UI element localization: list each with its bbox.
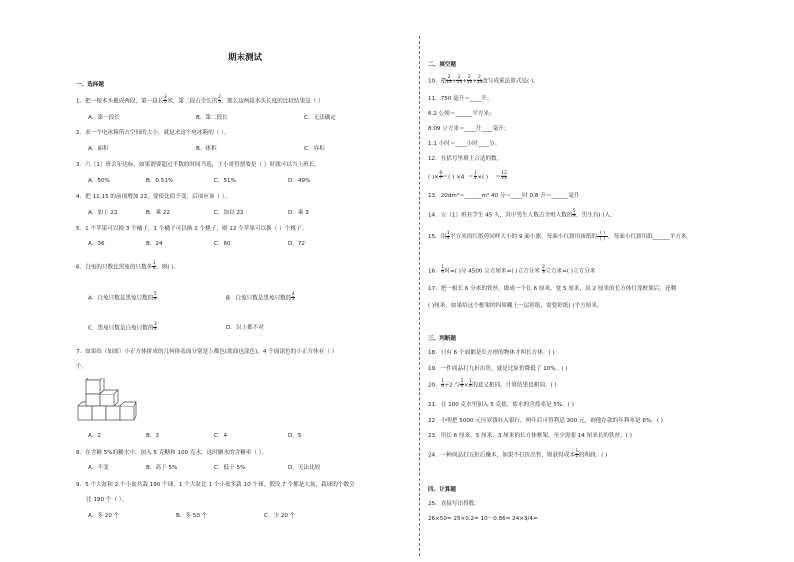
option-c: C．低于 5% [214, 465, 246, 471]
judge-22: 22．小明把 5000 元压岁钱存入银行，两年后可得利息 300 元，则他存款的年利率是 6%。( ) [428, 418, 663, 424]
option-b: B．3 [146, 433, 159, 439]
question-1: 1．把一根木头截成两段，第一段长 $\frac{3}{5}$ 米，第二段占全长的 $\frac{2}{5}$ ，那么这两段木头长度的比较结果是（ ） [76, 95, 324, 106]
question-9: 9．5 个大盆和 2 个小盆共栽 190 个球，1 个大盆比 1 个小盆多栽 10 个球，假设 7 个都是大盆，栽球的个数会 [76, 482, 355, 488]
question-8: 8．在含糖 5%的糖水中，加入 5 克糖和 100 克水，这时糖水的含糖率（ ）。 [76, 450, 268, 456]
question-10: 10．把 $\frac{2}{13}$ + $\frac{2}{13}$ + $\frac{2}{13}$ + $\frac{2}{13}$ 改写成乘法算式是( )。 [428, 75, 539, 86]
option-a: A．面积 [88, 146, 109, 152]
option-a: A．2 [88, 433, 101, 439]
question-11: 11．750 毫升＝____升； [428, 96, 493, 102]
judge-21: 21．在 100 克水里加入 5 克盐，盐水的含盐率是 5%。( ) [428, 402, 574, 408]
option-c: C．加以 22 [214, 210, 244, 216]
section-heading-fill: 二、填空题 [428, 62, 456, 68]
fraction: $\frac{4}{5}$ [291, 292, 295, 303]
option-b: B．乘 22 [146, 210, 170, 216]
question-25-items: 26×50= 25×0.2= 10－0.86= 24×3/4= [428, 516, 538, 522]
question-9-cont: 比 190 个（ ）。 [86, 497, 128, 503]
option-b: B．体积 [196, 146, 217, 152]
question-4: 4．把 11:15 的前项增加 22，要使比值不变，后项应该（ ）。 [76, 194, 231, 200]
option-b: B．第二段长 [196, 115, 228, 121]
section-heading-choice: 一、选择题 [76, 82, 104, 88]
option-a: A．多 20 个 [88, 513, 120, 519]
question-17: 17．把一根长 6 分米的铁丝，做成一个长 6 厘米，宽 5 厘米，高 2 厘米的长方体灯笼框架后，还剩 [428, 286, 677, 292]
option-d: D．以上都不对 [226, 325, 264, 331]
judge-24: 24．一种商品打五折后赚本，如果不打折出售，则获得成本 $\frac{1}{2}$ 的利润。( ) [428, 449, 608, 460]
option-d: D．乘 3 [288, 210, 309, 216]
fraction: $\frac{2}{5}$ [218, 95, 221, 106]
section-heading-judge: 三、判断题 [428, 336, 456, 342]
option-b: B．24 [146, 241, 163, 247]
option-c: C．60 [214, 241, 231, 247]
option-b: B．高于 5% [146, 465, 178, 471]
question-14: 14．五（1）班有学生 45 人，其中男生人数占全班人数的 $\frac{5}{9}$ ，男生有( )人。 [428, 209, 616, 220]
option-c: C．无法确定 [304, 115, 336, 121]
option-a: A．50% [88, 178, 110, 184]
option-a: A．加上 22 [88, 210, 118, 216]
option-b: B．白兔只数是黑兔只数的 $\frac{4}{5}$ [226, 292, 295, 303]
question-13: 13．20dm³＝______m³ 40 分＝____时 0.8 升＝______毫升 [428, 193, 580, 199]
page-title: 期末测试 [228, 53, 263, 63]
question-16: 16． $\frac{1}{4}$ 时=( )分 4500 立方厘米=( )立方分米 $\frac{2}{3}$ 立方米=( )立方分米 [428, 265, 596, 276]
fraction: $\frac{3}{4}$ [153, 322, 157, 333]
question-11-c: 8.09 立方米＝____升____毫升； [428, 126, 510, 132]
option-d: D．无法比较 [288, 465, 321, 471]
section-heading-calc: 四、计算题 [428, 487, 456, 493]
question-17-cont: ( )厘米。如果给这个框架的四周糊上一层彩纸，需要彩纸( )平方厘米。 [428, 303, 603, 309]
judge-19: 19．一件商品打九折出售，就是比原价降低了 10%。( ) [428, 366, 568, 372]
option-c: C．51% [214, 178, 236, 184]
option-b: B．0.51% [146, 178, 174, 184]
question-7: 7．如果给（如图）小正方体拼成的几何体表面分别是上都色(底面也涂色)，4 个面涂色的小正方体有（ ） [76, 349, 338, 355]
option-a: A．白兔只数是黑兔只数的 $\frac{5}{4}$ [88, 292, 157, 303]
question-25: 25．直接写出得数。 [428, 501, 480, 507]
option-a: A．36 [88, 241, 105, 247]
judge-20: 20． $\frac{1}{6}$ ÷2 与 $\frac{1}{6}$ × $\frac{1}{2}$ 的意义相同，计算结果也相同。( ) [428, 379, 557, 390]
judge-18: 18．只有 6 个面都是长方形的物体才叫长方体。( ) [428, 350, 555, 356]
question-12: 12．在括号里填上合适的数。 [428, 156, 503, 162]
fraction: $\frac{3}{5}$ [163, 95, 167, 106]
option-c: C．少 20 个 [264, 513, 296, 519]
cube-figure [76, 378, 138, 428]
question-7-cont: 个。 [76, 364, 88, 370]
question-3: 3．六（1）班去年达标，如果谓要超过半数的时间当选，王小哥得票要是（ ）时就可以当上班长。 [76, 162, 320, 168]
question-15: 15．用 $\frac{1}{4}$ 平方米的红纸剪同样大小的 9 面小旗，每面小红旗用该纸的 ( ) ( ) ，每面小红旗用纸______平方米。 [428, 230, 692, 243]
question-2: 2．求一个电冰箱所占空间的大小，就是求这个电冰箱的（ ）。 [76, 130, 230, 136]
option-c: C．容积 [304, 146, 325, 152]
option-c: C．黑兔只数是白兔只数的 $\frac{3}{4}$ [88, 322, 157, 333]
option-d: D．49% [288, 178, 311, 184]
question-5: 5．1 个苹果可以换 3 个橘子，1 个橘子可以换 2 个桃子，则 12 个苹果可以换（ ）个桃子。 [76, 226, 308, 232]
option-d: D．72 [288, 241, 306, 247]
option-a: A．第一段长 [88, 115, 120, 121]
column-divider [419, 36, 420, 556]
option-d: D．5 [288, 433, 302, 439]
question-12-row: ( )× $\frac{8}{7}$ ＝( ) ×4 ＝ $\frac{1}{2}$ ×( ) ＝ $\frac{12}{11}$ [428, 171, 507, 182]
fraction: $\frac{1}{4}$ [152, 261, 156, 272]
fraction: $\frac{5}{4}$ [153, 292, 157, 303]
question-11-d: 1.1 小时＝____小时____分。 [428, 141, 501, 147]
option-c: C．4 [214, 433, 228, 439]
judge-23: 23．用长 6 厘米、5 厘米、3 厘米的长方体框架，至少需要 14 厘米长的铁丝。( ) [428, 433, 632, 439]
question-6: 6．白兔的只数比黑兔的只数多 $\frac{1}{4}$ ，则( )。 [76, 261, 179, 272]
question-11-b: 6.2 公顷＝______平方米； [428, 111, 495, 117]
option-b: B．多 50 个 [176, 513, 208, 519]
option-a: A．不变 [88, 465, 109, 471]
